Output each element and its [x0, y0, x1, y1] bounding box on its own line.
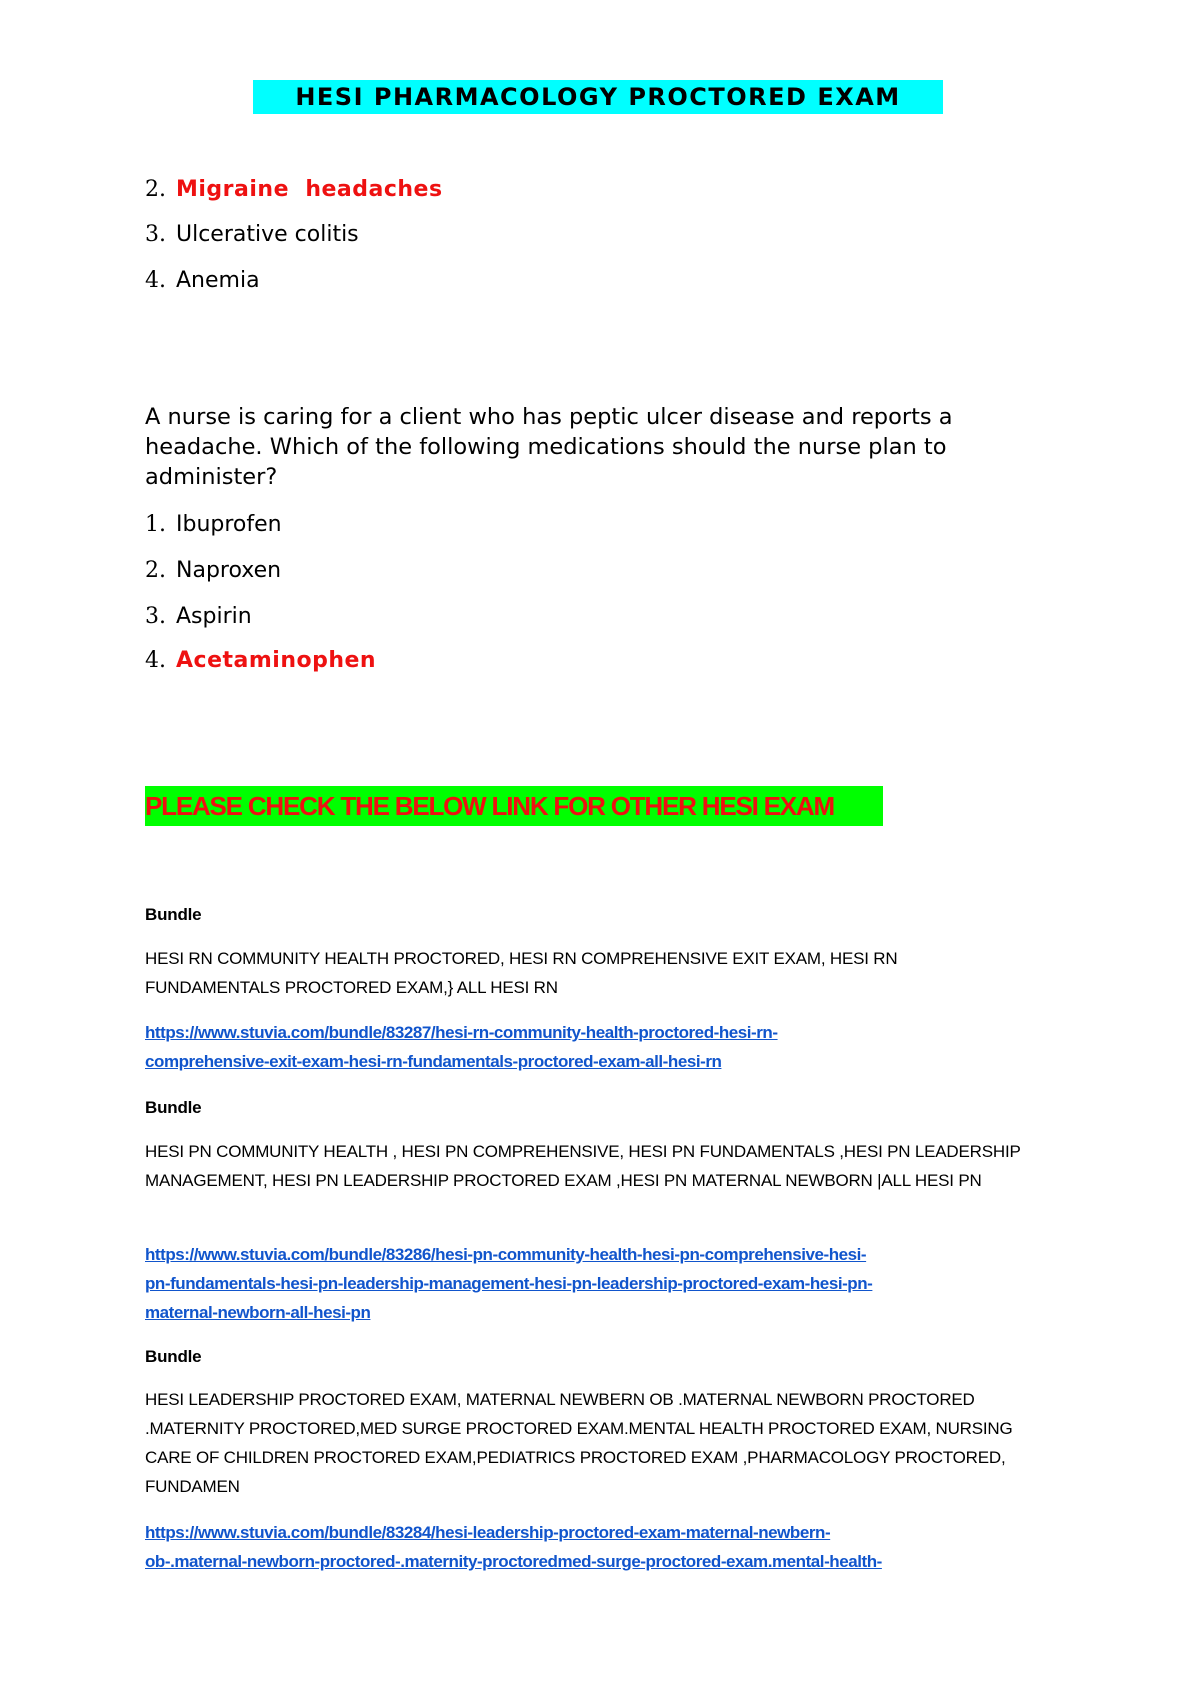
option-number: 2.: [145, 558, 166, 583]
option-number: 4.: [145, 648, 166, 673]
option-text: Naproxen: [176, 558, 282, 583]
answer-option-2: [145, 556, 281, 586]
bundle-link-line[interactable]: https://www.stuvia.com/bundle/83284/hesi-leadership-proctored-exam-maternal-newbern-: [145, 1523, 831, 1542]
bundle-link[interactable]: [145, 1240, 1035, 1327]
bundle-link-line[interactable]: maternal-newborn-all-hesi-pn: [145, 1303, 371, 1322]
bundle-link-line[interactable]: comprehensive-exit-exam-hesi-rn-fundamentals-proctored-exam-all-hesi-rn: [145, 1052, 722, 1071]
prev-option-4: [145, 266, 260, 296]
bundle-description: HESI PN COMMUNITY HEALTH , HESI PN COMPREHENSIVE, HESI PN FUNDAMENTALS ,HESI PN LEADERSHIP MANAGEMENT, HESI PN LEADERSHIP PROCTORED EXAM ,HESI PN MATERNAL NEWBORN |ALL HESI PN: [145, 1142, 1021, 1190]
option-text: Ulcerative colitis: [176, 222, 359, 247]
option-number: 3.: [145, 222, 166, 247]
option-text: Ibuprofen: [176, 512, 282, 537]
answer-option-1: [145, 510, 282, 540]
option-text: Aspirin: [176, 604, 252, 629]
bundle-label: Bundle: [145, 1098, 202, 1117]
bundle-description: HESI LEADERSHIP PROCTORED EXAM, MATERNAL NEWBERN OB .MATERNAL NEWBORN PROCTORED .MATERNITY PROCTORED,MED SURGE PROCTORED EXAM.MENTAL HEALTH PROCTORED EXAM, NURSING CARE OF CHILDREN PROCTORED EXAM,PEDIATRICS PROCTORED EXAM ,PHARMACOLOGY PROCTORED, FUNDAMEN: [145, 1390, 1013, 1496]
answer-option-4-correct: [145, 646, 376, 676]
bundle-link-line[interactable]: https://www.stuvia.com/bundle/83287/hesi-rn-community-health-proctored-hesi-rn-: [145, 1023, 778, 1042]
option-number: 4.: [145, 268, 166, 293]
option-text: Anemia: [176, 268, 260, 293]
option-number: 3.: [145, 604, 166, 629]
bundle-description: HESI RN COMMUNITY HEALTH PROCTORED, HESI RN COMPREHENSIVE EXIT EXAM, HESI RN FUNDAMENTALS PROCTORED EXAM,} ALL HESI RN: [145, 949, 898, 997]
bundle-link[interactable]: [145, 1018, 1035, 1076]
option-number: 1.: [145, 512, 166, 537]
bundle-label: Bundle: [145, 905, 202, 924]
bundle-link-line[interactable]: ob-.maternal-newborn-proctored-.maternity-proctoredmed-surge-proctored-exam.mental-health-: [145, 1552, 882, 1571]
option-text: Migraine headaches: [176, 177, 443, 202]
option-number: 2.: [145, 177, 166, 202]
promo-banner: PLEASE CHECK THE BELOW LINK FOR OTHER HESI EXAM: [145, 786, 883, 826]
prev-option-3: [145, 220, 359, 250]
bundle-link[interactable]: [145, 1518, 1035, 1576]
bundle-link-line[interactable]: https://www.stuvia.com/bundle/83286/hesi-pn-community-health-hesi-pn-comprehensive-hesi-: [145, 1245, 867, 1264]
bundle-link-line[interactable]: pn-fundamentals-hesi-pn-leadership-management-hesi-pn-leadership-proctored-exam-hesi-pn-: [145, 1274, 873, 1293]
bundle-label: Bundle: [145, 1347, 202, 1366]
page-title: HESI PHARMACOLOGY PROCTORED EXAM: [253, 80, 943, 114]
option-text: Acetaminophen: [176, 648, 377, 673]
prev-option-2: [145, 175, 443, 205]
answer-option-3: [145, 602, 252, 632]
question-text: A nurse is caring for a client who has peptic ulcer disease and reports a headache. Which of the following medications should the nurse plan to administer?: [145, 404, 953, 490]
